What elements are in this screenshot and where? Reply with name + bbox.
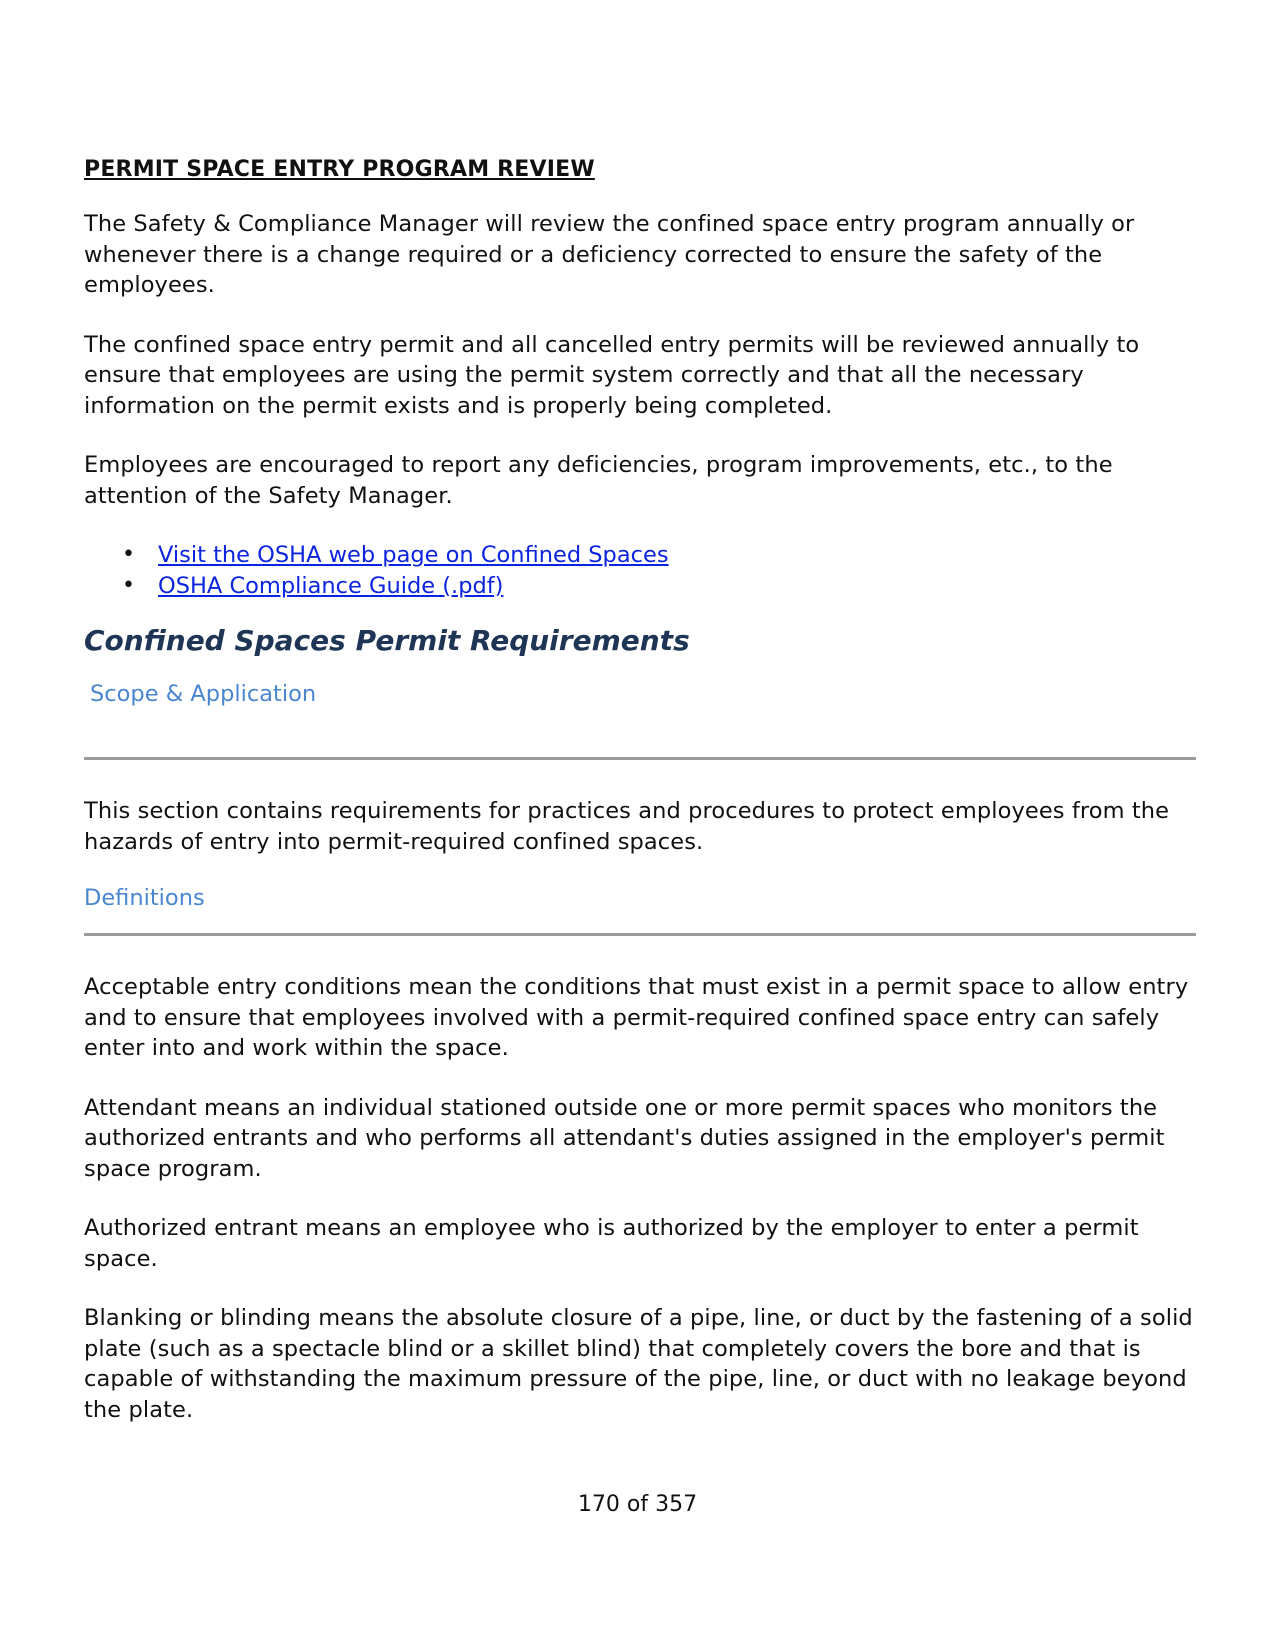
review-heading: PERMIT SPACE ENTRY PROGRAM REVIEW [84,157,595,182]
osha-compliance-guide-link[interactable]: OSHA Compliance Guide (.pdf) [158,572,504,599]
review-paragraph-3: Employees are encouraged to report any deficiencies, program improvements, etc., to the attention of the Safety Manager. [84,452,1113,509]
divider [84,933,1196,936]
bullet-icon: • [122,572,135,598]
definition-authorized-entrant: Authorized entrant means an employee who is authorized by the employer to enter a permit space. [84,1215,1139,1272]
definition-attendant: Attendant means an individual stationed outside one or more permit spaces who monitors the authorized entrants and who performs all attendant's duties assigned in the employer's permit space program. [84,1094,1165,1182]
definition-blanking-or-blinding: Blanking or blinding means the absolute closure of a pipe, line, or duct by the fastening of a solid plate (such as a spectacle blind or a skillet blind) that completely covers the bore and that is capable of withstanding the maximum pressure of the pipe, line, or duct with no leakage beyond the plate. [84,1305,1193,1423]
scope-paragraph: This section contains requirements for practices and procedures to protect employees from the hazards of entry into permit-required confined spaces. [84,798,1170,855]
document-page [84,155,1196,1454]
list-item [122,540,1196,571]
list-item [122,571,1196,602]
section-title: Confined Spaces Permit Requirements [84,624,690,657]
resource-links-list [84,540,1196,601]
review-paragraph-1: The Safety & Compliance Manager will review the confined space entry program annually or whenever there is a change required or a deficiency corrected to ensure the safety of the employees. [84,211,1135,298]
divider [84,757,1196,760]
definition-acceptable-entry-conditions: Acceptable entry conditions mean the conditions that must exist in a permit space to allow entry and to ensure that employees involved with a permit-required confined space entry can safely enter into and work within the space. [84,974,1189,1061]
page-number: 170 of 357 [577,1492,698,1517]
review-paragraph-2: The confined space entry permit and all cancelled entry permits will be reviewed annually to ensure that employees are using the permit system correctly and that all the necessary information on the permit exists and is properly being completed. [84,331,1140,419]
osha-confined-spaces-link[interactable]: Visit the OSHA web page on Confined Spaces [158,542,669,568]
definitions-heading: Definitions [84,885,205,911]
scope-heading: Scope & Application [90,681,317,707]
bullet-icon: • [122,542,135,567]
